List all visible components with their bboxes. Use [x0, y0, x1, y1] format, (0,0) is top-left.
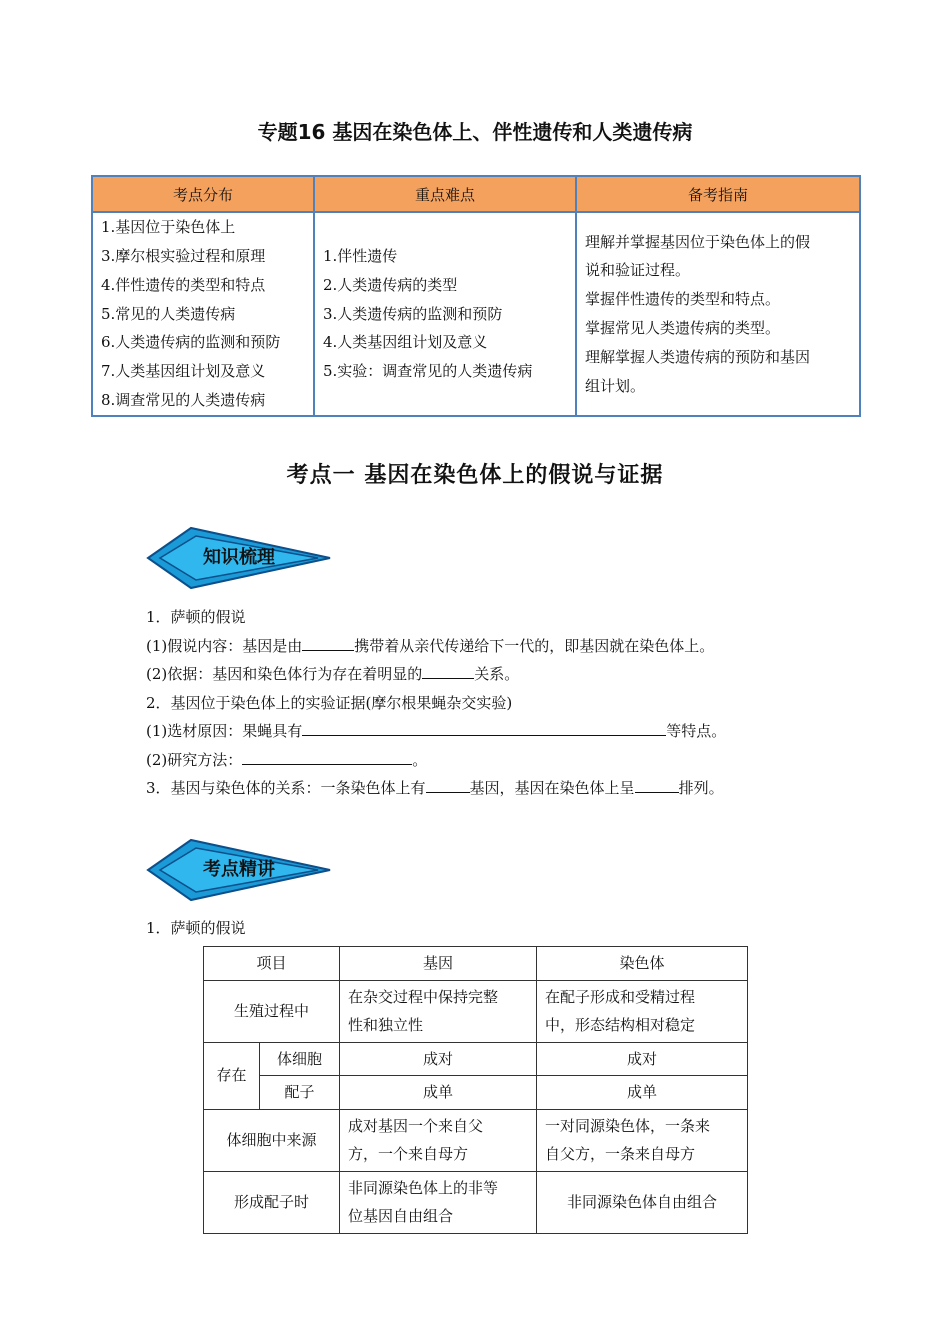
knowledge-line: (2)研究方法： 。: [146, 746, 427, 775]
table-cell: 成对: [340, 1042, 537, 1076]
list-item: 7.人类基因组计划及意义: [101, 362, 266, 381]
row-label: 生殖过程中: [204, 980, 340, 1042]
list-item: 3.摩尔根实验过程和原理: [101, 247, 266, 265]
fill-blank[interactable]: [302, 717, 666, 736]
list-item: 6.人类遗传病的监测和预防: [101, 333, 281, 352]
knowledge-line: (2)依据：基因和染色体行为存在着明显的 关系。: [146, 660, 519, 689]
guide-line: 理解掌握人类遗传病的预防和基因: [585, 347, 811, 366]
key-points-list: [314, 212, 576, 416]
table-row: [204, 1076, 748, 1110]
guide-line: 理解并掌握基因位于染色体上的假: [585, 232, 811, 251]
table-header: 项目: [204, 947, 340, 981]
table-row: [204, 1109, 748, 1171]
knowledge-line: 1．萨顿的假说: [146, 608, 246, 626]
guide-line: 说和验证过程。: [585, 261, 691, 280]
list-item: 1.基因位于染色体上: [101, 218, 236, 237]
list-item: 1.伴性遗传: [323, 247, 398, 265]
knowledge-badge: [146, 526, 332, 590]
detail-badge: [146, 838, 332, 902]
badge-label: 考点精讲: [203, 859, 275, 880]
table-cell: 成单: [537, 1076, 748, 1110]
guide-line: 掌握伴性遗传的类型和特点。: [585, 290, 781, 309]
header-key-points: 重点难点: [314, 176, 576, 212]
guide-text: [576, 212, 860, 416]
table-header: 染色体: [537, 947, 748, 981]
table-row: [204, 1042, 748, 1076]
fill-blank[interactable]: [422, 660, 474, 679]
table-cell: 在配子形成和受精过程 中，形态结构相对稳定: [537, 980, 748, 1042]
table-cell: 非同源染色体自由组合: [537, 1171, 748, 1233]
table-row: [204, 1171, 748, 1233]
table-row: [204, 947, 748, 981]
knowledge-line: 3．基因与染色体的关系：一条染色体上有 基因，基因在染色体上呈 排列。: [146, 774, 724, 803]
fill-blank[interactable]: [635, 774, 679, 793]
list-item: 4.人类基因组计划及意义: [323, 333, 488, 352]
knowledge-line: (1)假说内容：基因是由 携带着从亲代传递给下一代的，即基因就在染色体上。: [146, 632, 714, 661]
knowledge-line: (1)选材原因：果蝇具有 等特点。: [146, 717, 726, 746]
list-item: 5.常见的人类遗传病: [101, 304, 236, 323]
row-label: 体细胞中来源: [204, 1109, 340, 1171]
row-sublabel: 配子: [260, 1076, 340, 1110]
table-cell: 一对同源染色体，一条来 自父方，一条来自母方: [537, 1109, 748, 1171]
detail-heading: 1．萨顿的假说: [146, 919, 246, 937]
fill-blank[interactable]: [302, 632, 354, 651]
guide-line: 组计划。: [585, 376, 646, 395]
comparison-table: [203, 946, 748, 1234]
list-item: 2.人类遗传病的类型: [323, 275, 458, 294]
fill-blank[interactable]: [242, 746, 412, 765]
section-title: 考点一 基因在染色体上的假说与证据: [286, 463, 664, 488]
badge-label: 知识梳理: [203, 547, 275, 568]
table-row: [204, 980, 748, 1042]
table-cell: 在杂交过程中保持完整 性和独立性: [340, 980, 537, 1042]
overview-header-row: [92, 176, 860, 212]
document-title: 专题16 基因在染色体上、伴性遗传和人类遗传病: [257, 120, 693, 144]
table-header: 基因: [340, 947, 537, 981]
overview-body-row: [92, 212, 860, 416]
header-guide: 备考指南: [576, 176, 860, 212]
guide-line: 掌握常见人类遗传病的类型。: [585, 319, 781, 337]
list-item: 8.调查常见的人类遗传病: [101, 390, 266, 409]
knowledge-line: 2．基因位于染色体上的实验证据(摩尔根果蝇杂交实验): [146, 694, 513, 712]
table-cell: 非同源染色体上的非等 位基因自由组合: [340, 1171, 537, 1233]
row-sublabel: 体细胞: [260, 1042, 340, 1076]
row-label: 存在: [204, 1042, 260, 1109]
list-item: 5.实验：调查常见的人类遗传病: [323, 362, 533, 381]
fill-blank[interactable]: [426, 774, 470, 793]
list-item: 4.伴性遗传的类型和特点: [101, 275, 266, 294]
overview-table: [91, 175, 861, 417]
table-cell: 成对: [537, 1042, 748, 1076]
table-cell: 成对基因一个来自父 方，一个来自母方: [340, 1109, 537, 1171]
table-cell: 成单: [340, 1076, 537, 1110]
header-distribution: 考点分布: [92, 176, 314, 212]
row-label: 形成配子时: [204, 1171, 340, 1233]
distribution-list: [92, 212, 314, 416]
list-item: 3.人类遗传病的监测和预防: [323, 304, 503, 323]
